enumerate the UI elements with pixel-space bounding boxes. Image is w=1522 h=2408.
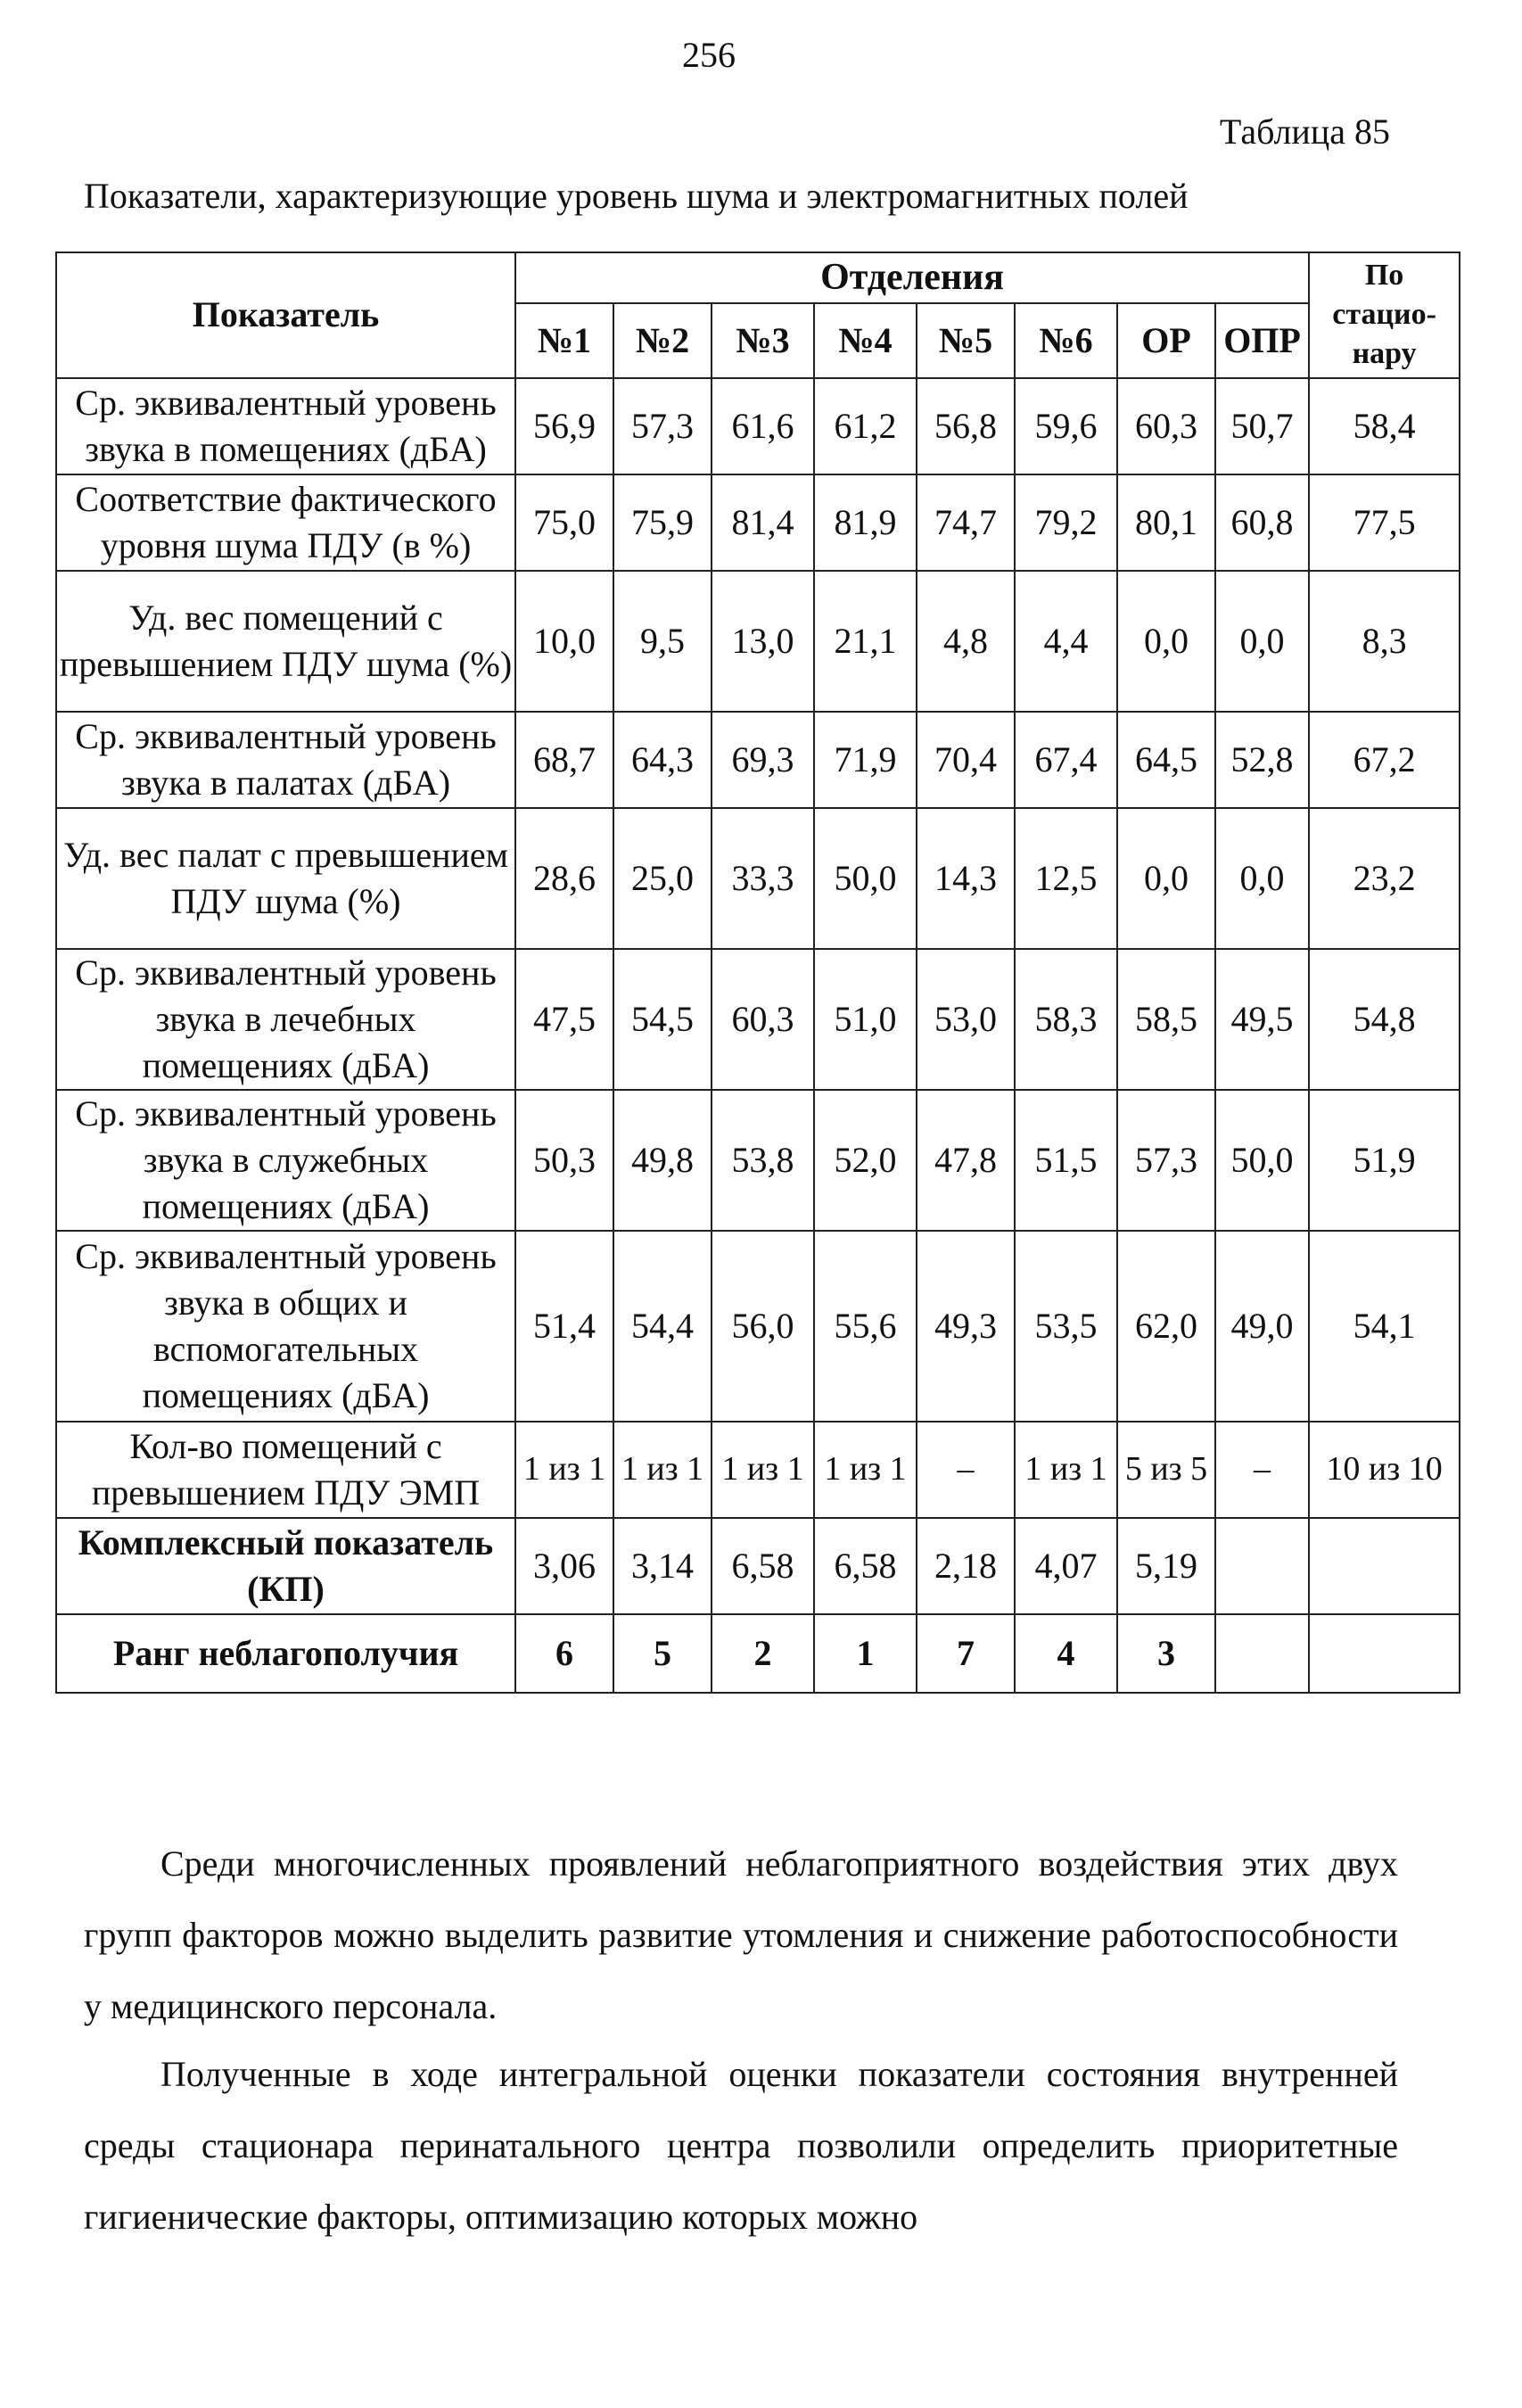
row-label: Уд. вес помещений с превышением ПДУ шума (%) bbox=[56, 571, 515, 712]
paragraph-2: Полученные в ходе интегральной оценки показатели состояния внутренней среды стационара перинатального центра позволили определить приоритетные гигиенические факторы, оптимизацию которых можно bbox=[84, 2054, 1398, 2237]
table-cell: 71,9 bbox=[814, 712, 917, 808]
table-cell: 56,8 bbox=[917, 378, 1015, 474]
table-cell: 33,3 bbox=[712, 808, 814, 949]
table-cell: 10,0 bbox=[515, 571, 613, 712]
table-cell: 51,5 bbox=[1015, 1090, 1117, 1231]
table-cell: 74,7 bbox=[917, 474, 1015, 571]
table-cell: 52,0 bbox=[814, 1090, 917, 1231]
table-cell: 81,9 bbox=[814, 474, 917, 571]
table-cell: 53,8 bbox=[712, 1090, 814, 1231]
table-cell: 54,8 bbox=[1309, 949, 1460, 1090]
row-label: Ср. эквивалентный уровень звука в лечебных помещениях (дБА) bbox=[56, 949, 515, 1090]
table-cell: 2 bbox=[712, 1614, 814, 1693]
table-title: Показатели, характеризующие уровень шума и электромагнитных полей bbox=[84, 176, 1189, 216]
table-cell: 60,3 bbox=[712, 949, 814, 1090]
table-cell: 64,3 bbox=[613, 712, 712, 808]
page-number: 256 bbox=[682, 35, 736, 75]
table-row bbox=[56, 949, 1460, 1090]
table-cell: 0,0 bbox=[1117, 571, 1215, 712]
table-cell: 54,5 bbox=[613, 949, 712, 1090]
table-row bbox=[56, 1422, 1460, 1518]
table-cell: 13,0 bbox=[712, 571, 814, 712]
table-cell: 58,4 bbox=[1309, 378, 1460, 474]
table-cell: 6 bbox=[515, 1614, 613, 1693]
table-cell: 69,3 bbox=[712, 712, 814, 808]
table-cell: 75,9 bbox=[613, 474, 712, 571]
table-cell: 58,5 bbox=[1117, 949, 1215, 1090]
row-label: Ср. эквивалентный уровень звука в общих и вспомогательных помещениях (дБА) bbox=[56, 1231, 515, 1422]
table-cell: 49,5 bbox=[1215, 949, 1309, 1090]
table-cell: 10 из 10 bbox=[1309, 1422, 1460, 1518]
header-department: №3 bbox=[712, 303, 814, 378]
table-cell: 67,4 bbox=[1015, 712, 1117, 808]
table-cell: 54,4 bbox=[613, 1231, 712, 1422]
table-cell: 5,19 bbox=[1117, 1518, 1215, 1614]
table-cell: 2,18 bbox=[917, 1518, 1015, 1614]
table-cell: – bbox=[1215, 1422, 1309, 1518]
header-department: ОПР bbox=[1215, 303, 1309, 378]
table-cell: 54,1 bbox=[1309, 1231, 1460, 1422]
table-cell: 1 из 1 bbox=[712, 1422, 814, 1518]
table-cell: 0,0 bbox=[1215, 571, 1309, 712]
header-departments: Отделения bbox=[515, 252, 1309, 303]
table-cell: 60,8 bbox=[1215, 474, 1309, 571]
table-cell: – bbox=[917, 1422, 1015, 1518]
row-label: Соответствие фактического уровня шума ПДУ (в %) bbox=[56, 474, 515, 571]
table-cell: 50,0 bbox=[814, 808, 917, 949]
table-cell: 50,3 bbox=[515, 1090, 613, 1231]
header-department: №4 bbox=[814, 303, 917, 378]
table-cell: 49,8 bbox=[613, 1090, 712, 1231]
table-cell: 61,6 bbox=[712, 378, 814, 474]
table-cell: 7 bbox=[917, 1614, 1015, 1693]
table-cell: 57,3 bbox=[1117, 1090, 1215, 1231]
table-row bbox=[56, 1614, 1460, 1693]
table-cell: 5 из 5 bbox=[1117, 1422, 1215, 1518]
table-cell: 67,2 bbox=[1309, 712, 1460, 808]
table-cell: 4 bbox=[1015, 1614, 1117, 1693]
row-label: Ср. эквивалентный уровень звука в служебных помещениях (дБА) bbox=[56, 1090, 515, 1231]
table-cell bbox=[1309, 1614, 1460, 1693]
header-department: №6 bbox=[1015, 303, 1117, 378]
table-cell: 55,6 bbox=[814, 1231, 917, 1422]
table-cell: 8,3 bbox=[1309, 571, 1460, 712]
row-label: Ср. эквивалентный уровень звука в палатах (дБА) bbox=[56, 712, 515, 808]
table-cell: 68,7 bbox=[515, 712, 613, 808]
table-cell: 49,3 bbox=[917, 1231, 1015, 1422]
table-cell: 75,0 bbox=[515, 474, 613, 571]
paragraph-1: Среди многочисленных проявлений неблагоприятного воздействия этих двух групп факторов можно выделить развитие утомления и снижение работоспособности у медицинского персонала. bbox=[84, 1843, 1398, 2026]
table-cell: 60,3 bbox=[1117, 378, 1215, 474]
table-cell: 28,6 bbox=[515, 808, 613, 949]
table-cell: 53,5 bbox=[1015, 1231, 1117, 1422]
table-cell: 0,0 bbox=[1117, 808, 1215, 949]
header-indicator: Показатель bbox=[56, 252, 515, 378]
table-cell: 81,4 bbox=[712, 474, 814, 571]
table-cell: 1 из 1 bbox=[515, 1422, 613, 1518]
table-cell: 56,0 bbox=[712, 1231, 814, 1422]
table-cell: 14,3 bbox=[917, 808, 1015, 949]
table-cell: 1 из 1 bbox=[613, 1422, 712, 1518]
table-cell: 47,5 bbox=[515, 949, 613, 1090]
table-cell: 59,6 bbox=[1015, 378, 1117, 474]
row-label: Кол-во помещений с превышением ПДУ ЭМП bbox=[56, 1422, 515, 1518]
table-cell bbox=[1309, 1518, 1460, 1614]
table-cell: 3 bbox=[1117, 1614, 1215, 1693]
table-row bbox=[56, 808, 1460, 949]
table-cell: 4,4 bbox=[1015, 571, 1117, 712]
table-cell bbox=[1215, 1614, 1309, 1693]
row-label: Ранг неблагополучия bbox=[56, 1614, 515, 1693]
table-cell: 1 из 1 bbox=[1015, 1422, 1117, 1518]
table-row bbox=[56, 474, 1460, 571]
header-department: №2 bbox=[613, 303, 712, 378]
table-cell: 3,06 bbox=[515, 1518, 613, 1614]
table-cell: 53,0 bbox=[917, 949, 1015, 1090]
table-cell bbox=[1215, 1518, 1309, 1614]
table-row bbox=[56, 1090, 1460, 1231]
table-cell: 70,4 bbox=[917, 712, 1015, 808]
table-cell: 57,3 bbox=[613, 378, 712, 474]
row-label: Уд. вес палат с превышением ПДУ шума (%) bbox=[56, 808, 515, 949]
table-cell: 23,2 bbox=[1309, 808, 1460, 949]
table-cell: 4,07 bbox=[1015, 1518, 1117, 1614]
table-cell: 51,4 bbox=[515, 1231, 613, 1422]
table-row bbox=[56, 571, 1460, 712]
table-cell: 56,9 bbox=[515, 378, 613, 474]
header-department: ОР bbox=[1117, 303, 1215, 378]
row-label: Комплексный показатель (КП) bbox=[56, 1518, 515, 1614]
table-cell: 47,8 bbox=[917, 1090, 1015, 1231]
row-label: Ср. эквивалентный уровень звука в помещениях (дБА) bbox=[56, 378, 515, 474]
table-cell: 79,2 bbox=[1015, 474, 1117, 571]
table-cell: 51,0 bbox=[814, 949, 917, 1090]
table-cell: 6,58 bbox=[712, 1518, 814, 1614]
header-department: №1 bbox=[515, 303, 613, 378]
table-cell: 5 bbox=[613, 1614, 712, 1693]
table-cell: 58,3 bbox=[1015, 949, 1117, 1090]
header-department: №5 bbox=[917, 303, 1015, 378]
table-cell: 1 bbox=[814, 1614, 917, 1693]
table-cell: 49,0 bbox=[1215, 1231, 1309, 1422]
table-label: Таблица 85 bbox=[1219, 111, 1390, 152]
table-cell: 50,7 bbox=[1215, 378, 1309, 474]
table-cell: 4,8 bbox=[917, 571, 1015, 712]
table-cell: 6,58 bbox=[814, 1518, 917, 1614]
noise-emf-table bbox=[55, 252, 1460, 1694]
table-cell: 61,2 bbox=[814, 378, 917, 474]
header-total: По стацио-нару bbox=[1309, 252, 1460, 378]
table-cell: 25,0 bbox=[613, 808, 712, 949]
table-cell: 64,5 bbox=[1117, 712, 1215, 808]
table-row bbox=[56, 712, 1460, 808]
table-row bbox=[56, 1231, 1460, 1422]
table-cell: 62,0 bbox=[1117, 1231, 1215, 1422]
table-cell: 3,14 bbox=[613, 1518, 712, 1614]
table-cell: 12,5 bbox=[1015, 808, 1117, 949]
table-cell: 0,0 bbox=[1215, 808, 1309, 949]
table-cell: 21,1 bbox=[814, 571, 917, 712]
table-cell: 1 из 1 bbox=[814, 1422, 917, 1518]
table-cell: 77,5 bbox=[1309, 474, 1460, 571]
table-cell: 51,9 bbox=[1309, 1090, 1460, 1231]
table-cell: 9,5 bbox=[613, 571, 712, 712]
table-row bbox=[56, 1518, 1460, 1614]
table-cell: 50,0 bbox=[1215, 1090, 1309, 1231]
table-cell: 52,8 bbox=[1215, 712, 1309, 808]
table-row bbox=[56, 378, 1460, 474]
table-cell: 80,1 bbox=[1117, 474, 1215, 571]
